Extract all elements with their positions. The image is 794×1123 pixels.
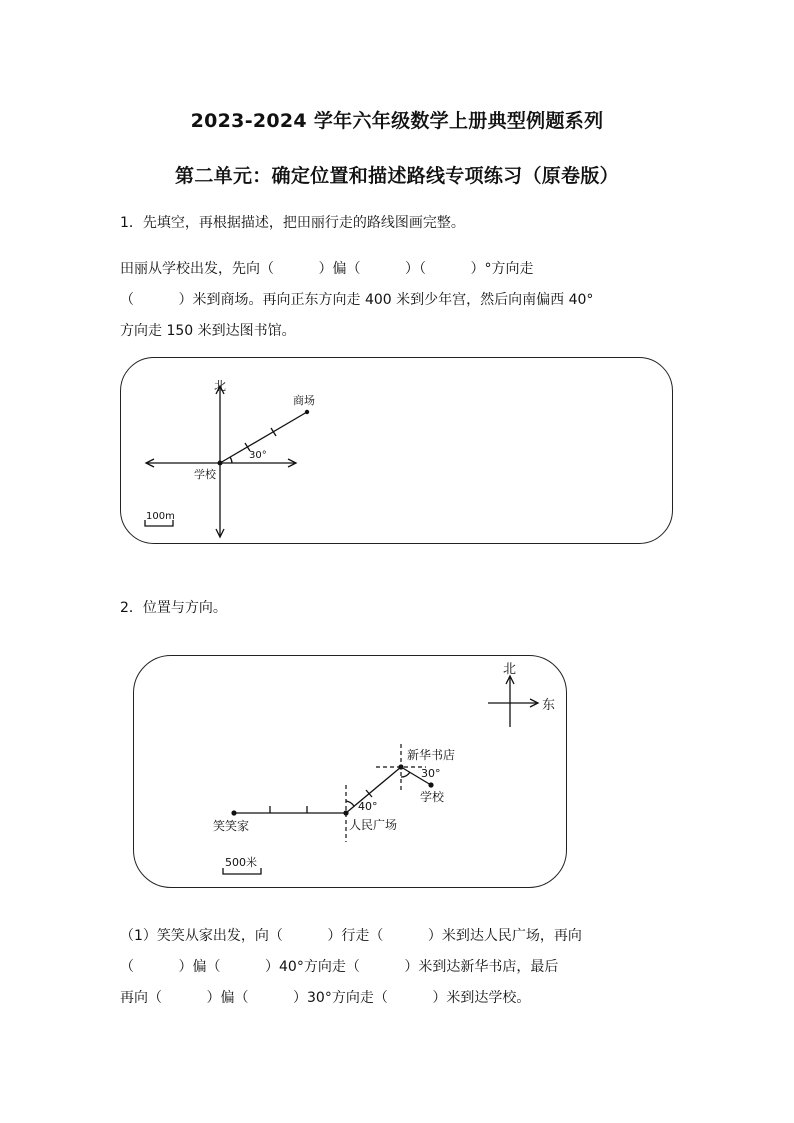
page-title: 2023-2024 学年六年级数学上册典型例题系列: [190, 110, 604, 132]
compass-east-label: 东: [542, 698, 556, 713]
angle-arc-40: [346, 801, 354, 806]
q1-prompt: 1．先填空，再根据描述，把田丽行走的路线图画完整。: [120, 215, 465, 231]
home-label: 笑笑家: [213, 819, 250, 833]
angle30-label: 30°: [421, 767, 441, 780]
home-point: [231, 810, 236, 815]
q2-line-2: （ ）偏（ ）40°方向走（ ）米到达新华书店，最后: [120, 959, 559, 975]
square-label: 人民广场: [349, 818, 398, 832]
q1-line-3: 方向走 150 米到达图书馆。: [120, 323, 296, 339]
q2-line-3: 再向（ ）偏（ ）30°方向走（ ）米到达学校。: [120, 990, 531, 1006]
bookstore-label: 新华书店: [407, 748, 456, 762]
school-point: [428, 782, 433, 787]
square-point: [343, 810, 348, 815]
q2-line-1: （1）笑笑从家出发，向（ ）行走（ ）米到达人民广场，再向: [120, 928, 582, 944]
compass-north-label: 北: [503, 662, 517, 677]
q2-scale-label: 500米: [225, 856, 257, 869]
school-label: 学校: [194, 468, 216, 481]
mall-label: 商场: [293, 394, 315, 407]
bookstore-point: [398, 764, 403, 769]
q2-school-label: 学校: [420, 790, 445, 804]
angle-label: 30°: [249, 450, 267, 461]
north-label: 北: [214, 379, 227, 393]
q1-line-1: 田丽从学校出发，先向（ ）偏（ ）（ ）°方向走: [120, 261, 534, 277]
scale-label: 100m: [146, 511, 175, 522]
q2-prompt: 2．位置与方向。: [120, 600, 227, 616]
angle40-label: 40°: [358, 800, 378, 813]
q1-line-2: （ ）米到商场。再向正东方向走 400 米到少年宫，然后向南偏西 40°: [120, 292, 594, 308]
angle-arc-30: [401, 772, 410, 777]
page-subtitle: 第二单元：确定位置和描述路线专项练习（原卷版）: [175, 165, 619, 187]
